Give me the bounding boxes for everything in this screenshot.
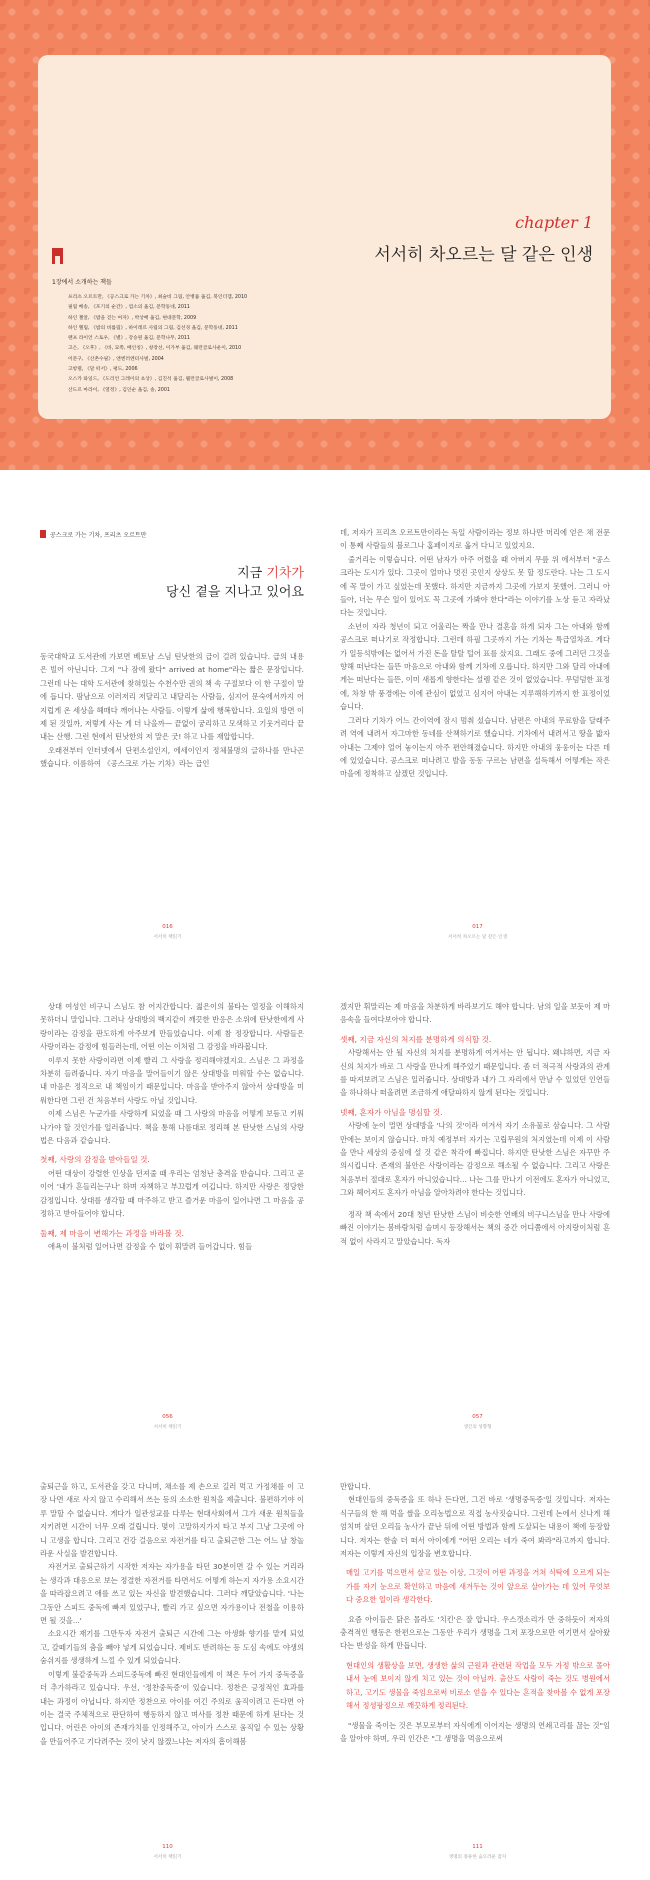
- paragraph: 상대 여성인 비구니 스님도 참 어지간합니다. 젊은이의 불타는 열정을 이해하지 못하더니 말입니다. 그러나 상대방의 백지같이 깨끗한 반응은 소위에 탄낫한에게 사랑이라는 감정을 판도하게 아주보게 만들었습니다. 이제 참 정장합니다. 사람들은 사랑이라는 감정에 힘들러는데, 어떤 이는 이처럼 그 감정을 바라봅니다.: [40, 1002, 304, 1052]
- page-caption: 생긴의 성향형: [463, 1425, 492, 1430]
- section-title-line2: 당신 곁을 지나고 있어요: [166, 585, 304, 600]
- chapter-mark-icon: [40, 530, 46, 538]
- paragraph: 출퇴근을 하고, 도서관을 갖고 다니며, 채소를 제 손으로 길러 먹고 가정채를 이 고장 나면 새로 사지 않고 수리해서 쓰는 등의 소소한 원칙을 제출니다. 불편하기야 이루 말할 수 없습니다. 게다가 일관성교를 다루는 현대사회에서 그가 새운 원칙들을 지키려면 시간이 너무 오래 걸립니다. 몇이 고말하지가지 타고 부지 그냥 그곳에 아니 고생을 합니다. 그리고 건강 걸음으로 자전거를 타고 출퇴근한 그는 어느 날 창놀라운 사실을 발견합니다.: [40, 1482, 304, 1559]
- chapter-label: chapter 1: [515, 213, 593, 232]
- chapter-cover: [0, 0, 650, 470]
- title-text: 지금: [237, 566, 267, 581]
- book-item: 프리츠 오르트만, 《공스크로 가는 기차》, 최슬비 그림, 안병률 옮김, 북인더갭, 2010: [68, 295, 248, 300]
- page-caption: 서서히 책읽기: [153, 935, 182, 940]
- page-number: 110: [162, 1844, 173, 1850]
- paragraph: 정작 책 속에서 20대 청년 탄낫한 스님이 비슷한 연배의 비구니스님을 만나 사랑에 빠진 이야기는 봄바람처럼 슬며시 등장해서는 책의 중간 어디쯤에서 아지랑이처럼 흔적 없이 사라지고 말았습니다. 독자: [340, 1209, 610, 1246]
- paragraph: 데, 저자가 프리츠 오르트만이라는 독일 사람이라는 정보 하나만 머리에 얻은 채 전문이 통째 사람들의 블로그나 홈페이지로 옮겨 다니고 있었지요.: [340, 528, 610, 551]
- quote-block: 매일 고기를 먹으면서 살고 있는 이상, 그것이 어떤 과정을 거쳐 식탁에 오르게 되는가를 자기 눈으로 확인하고 마음에 새겨두는 것이 앞으로 살아가는 데 있어 무엇보다 중요한 일이라 생각한다.: [346, 1568, 610, 1605]
- paragraph: 겠지만 휘말리는 제 마음을 차분하게 바라보기도 해야 합니다. 남의 일을 보듯이 제 마음속을 들여다보아야 합니다.: [340, 1002, 610, 1025]
- chapter-mark-icon: [52, 248, 63, 264]
- page-057: [340, 1000, 610, 1248]
- paragraph: 현대인들의 중독증을 또 하나 든다면, 그건 바로 '생명중독증'일 것입니다. 저자는 식구들의 한 해 먹을 쌀을 오리농법으로 직접 농사짓습니다. 그런데 논에서 신나게 해엄치며 살던 오리들 농사가 끝난 뒤에 어떤 방법과 함께 도살되는 내용이 책에 등장합니다. 저자는 한술 더 떠서 아이에게 "어떤 오리는 네가 죽여 봐라"라고까지 합니다. 저자는 이렇게 자신의 입장을 변호합니다.: [340, 1495, 610, 1559]
- books-list: [68, 293, 328, 396]
- page-caption: 서서히 차오르는 달 같은 인생: [447, 935, 508, 940]
- subheading: 넷째, 혼자가 아님을 명심할 것.: [340, 1107, 443, 1117]
- paragraph: 만합니다.: [340, 1482, 371, 1491]
- book-item: 하인 헬림, 《밤의 비를림》, 하이레르 사립의 그림, 김선경 옮김, 문학동네, 2011: [68, 325, 238, 331]
- section-title: [40, 564, 304, 602]
- book-item: 고항렬, 《달 떠서》, 평도, 2006: [68, 367, 138, 373]
- books-list-title: 1장에서 소개하는 책들: [52, 279, 112, 286]
- book-item: 산도르 마라이, 《열정》, 김인순 옮김, 솔, 2001: [68, 387, 170, 393]
- page-caption: 생명의 종류한 숨으러운 잠자: [448, 1855, 507, 1860]
- paragraph: 어떤 대상이 강렬한 인상을 던져줄 때 우리는 엄청난 충격을 받습니다. 그리고 곧이어 '내가 흔들리는구나' 하며 자책하고 부끄럽게 여깁니다. 하지만 사랑은 정당한 감정입니다. 상대를 생각할 때 마주하고 받고 즐거운 마음이 일어나면 그 마음을 공정하고 받아들어야 합니다.: [40, 1168, 304, 1219]
- section-title-line1: [40, 564, 304, 583]
- paragraph: 소년이 자라 청년이 되고 어울리는 짝을 만나 결혼을 하게 되자 그는 아내와 함께 공스크로 떠나기로 작정합니다. 그런데 하필 그곳까지 가는 기차는 특급열차죠. 게다가 일등석밖에는 없어서 가진 돈을 탈탈 털어 표를 샀지요. 그래도 중에 그러던 그것을 향해 떠난다는 들뜬 마음으로 아내와 함께 기차에 오릅니다. 하지만 그와 달리 아내에 게는 떠난다는 들뜬, 이미 새롭게 향한다는 설렘 같은 것이 없었습니다. 무덤덤한 표정에, 차창 밖 풍경에는 이에 관심이 없었고 심지어 아내는 지루해하기까지 한 표정이었습니다.: [340, 621, 610, 712]
- paragraph: 자전거로 출퇴근하기 시작한 저자는 자가용을 타던 30분이면 갈 수 있는 거리라는 생각과 대응으로 보는 정결한 자전거를 타면서도 어떻게 하는지 자가용 소요시간을 따라잡으려고 애를 쓰고 있는 자신을 발견했습니다. 그러다 깨달았습니다. '나는 그동안 스피드 중독에 빠져 있었구나, 빨리 가고 싶으면 자가용이나 전철을 이용하면 될 것을...': [40, 1562, 304, 1626]
- paragraph: 이렇게 불같중독과 스피드중독에 빠진 현대인들에게 이 책은 두어 가지 중독증을 더 추가하라고 있습니다. 우선, '정찬중독증'이 있습니다. 정찬은 긍정적인 효과를 내는 과정이 아닙니다. 하지만 정찬으로 아이를 여긴 주의로 움직이려고 든다면 아이는 결국 주체적으로 판단하여 행동하지 않고 며사를 정찬 때문에 하게 된다는 것입니다. 어린은 아이의 존재가치를 인정해주고, 아이가 스스로 움직일 수 있는 상황을 만들어주고 기다려주는 것이 낫지 않겠느냐는 저자의 흠이해봄: [40, 1669, 304, 1746]
- paragraph: 애욕이 불처럼 일어나면 감정을 수 없이 휘말려 들어갑니다. 힘들: [48, 1241, 253, 1251]
- title-highlight: 기차가: [266, 566, 304, 581]
- book-item: 오스카 와일드, 《도리언 그레이의 초상》, 김진석 옮김, 웹런글로사벌이, 2008: [68, 377, 234, 383]
- page-number: 057: [472, 1414, 483, 1420]
- page-017: [340, 526, 610, 781]
- book-item: 고은, 《오후》, 《바, 묘쪽, 배인칭》, 창장선, 이가부 옮김, 웨런글로사운이, 2010: [68, 346, 242, 352]
- book-item: 랜프 라이언 스토우, 《별》, 강승원 옮김, 문학나무, 2011: [68, 336, 190, 342]
- paragraph: 오래전부터 인터넷에서 단편소설인지, 에세이인지 정체불명의 글하나를 만나곤 했습니다. 이름하여 《공스크로 가는 기차》라는 급인: [40, 745, 304, 769]
- book-item: 하인 젤알, 《밤을 걷는 여자》, 박상배 옮김, 현대문학, 2009: [68, 315, 197, 321]
- paragraph: 요즘 아이들은 닭은 몰라도 '치킨'은 잘 압니다. 우스갯소리가 만 중하듯이 저자의 충격적인 행동은 한편으로는 그동안 우리가 생명을 그저 포장으로만 여기면서 살아왔다는 반성을 하게 만듭니다.: [340, 1614, 610, 1651]
- page-number: 111: [472, 1844, 483, 1850]
- running-header-text: 공스크로 가는 기차, 프리츠 오르트만: [50, 532, 147, 539]
- chapter-title: 서서히 차오르는 달 같은 인생: [374, 245, 593, 265]
- page-number: 056: [162, 1414, 173, 1420]
- subheading: 셋째, 지금 자신의 처지를 분명하게 의식할 것.: [340, 1034, 492, 1044]
- page-110: [40, 1480, 304, 1748]
- subheading: 둘째, 제 마음이 변해가는 과정을 바라볼 것.: [40, 1228, 185, 1238]
- page-111: [340, 1480, 610, 1745]
- subheading: 첫째, 사랑의 감정을 받아들일 것.: [40, 1155, 150, 1165]
- paragraph: 사랑에 눈이 멀면 상대방을 '나의 것'이라 여겨서 자기 소유물로 삼습니다. 그 사람만에는 보이지 않습니다. 마치 예정부터 자기는 고립무원의 처지였는데 이제 이 사람을 만나 세상의 중심에 설 것 같은 착각에 빠집니다. 하지만 탄낫한 스님은 자꾸만 주의시킵니다. 존재의 불안은 사랑이라는 감정으로 해소될 수 없습니다. 그리고 사랑은 처음부터 절대로 혼자가 아니었습니다... 나는 그를 만나기 이전에도 혼자가 아니었고, 그와 헤어져도 혼자가 아님을 알아차려야 한다는 것입니다.: [340, 1121, 610, 1198]
- page-056: [40, 1000, 304, 1253]
- page-caption: 서서히 책읽기: [153, 1425, 182, 1430]
- quote-block: 현대인의 생활상을 보면, 생생한 삶의 근원과 관련된 작업을 모두 가정 밖으로 몰아내서 눈에 보이지 않게 치고 있는 것이 아닐까. 출산도 사람이 죽는 것도 병원에서 하고, 고기도 생물을 죽임으로써 비로소 얻을 수 있다는 흔적을 찾아볼 수 없게 포장해서 정셩팡정으로 깨끗하게 정리된다.: [346, 1660, 610, 1711]
- paragraph: 동국대학교 도서관에 가보면 베토남 스님 틴낫한의 급이 걸려 있습니다. 급의 내용은 빌어 아닌니다. 그저 "나 잠에 왔다" arrived at home"라는 짧은 문장입니다. 그런데 나는 대학 도서관에 찾혀있는 수천수만 권의 책 속 구절보다 이 한 구절이 말에 듭니다. 땀남으로 이러저리 저달리고 내달리는 사람들, 심지어 문숙에서까지 어지럽게 온 세상을 헤매다 깨어나는 사람들. 이렇게 삶에 행복합니다. 요일의 방면 이제 된 것일까, 저렇게 사는 게 더 나을까— 끝없이 궁리하고 모색하고 기웃거리다 끝내는 산행. 그런 현에서 틴낫한의 저 말은 굿! 하고 나를 재압합니다.: [40, 652, 304, 742]
- paragraph: 그러다 기차가 어느 간이역에 잠시 멈춰 섰습니다. 남편은 아내의 무료함을 달래주려 역에 내려서 자그마한 동네를 산책하기로 했습니다. 기차에서 내려서고 땅을 밟자 아내는 그제야 얼어 놓이는지 아주 편안해졌습니다. 하지만 아내의 웅웅이는 다른 데에 있었습니다. 공스크로 떠나려고 발을 동동 구르는 남편을 설득해서 어떻게는 작은 마을에 정착하고 살겠던 것입니다.: [340, 715, 610, 779]
- paragraph: 이제 스님은 누군가를 사랑하게 되었을 때 그 사랑의 마음을 어떻게 보듬고 키워나가야 할 것인가를 일러줍니다. 책을 통해 나름대로 정리해 본 탄낫한 스님의 사랑법은 다음과 같습니다.: [40, 1109, 304, 1146]
- book-item: 이문구, 《산촌수필》, 엔엔러엔터사벌, 2004: [68, 356, 164, 362]
- paragraph: 줄거리는 이렇습니다. 어떤 남자가 아주 어렸을 때 아버지 무릎 위 에서부터 "공스크라는 도시가 있다. 그곳이 얼마나 멋진 곳인지 상상도 못 할 정도란다. 나는 그 도시에 꼭 말이 가고 싶었는데 못했다. 하지만 지금까지 그곳에 가보지 못했어. 그러니 아들아, 너는 무슨 일이 있어도 꼭 그곳에 가봐야 한다"라는 이야기를 노상 듣고 자라났다는 것입니다.: [340, 554, 610, 618]
- paragraph: 이루지 못한 사랑이라면 이제 빨리 그 사랑을 정리해야겠지요. 스님은 그 과정을 차분히 들려줍니다. 자기 마음을 말어들이기 않은 상대방을 미워할 수는 없습니다. 내 마음은 정직으로 내 책임이기 때문입니다. 마음을 받아주지 않아서 상대방을 미워한다면 그런 건 처음부터 사랑도 아닐 것입니다.: [40, 1055, 304, 1105]
- page-caption: 서서히 책읽기: [153, 1855, 182, 1860]
- running-header: [40, 530, 146, 539]
- page-number: 016: [162, 924, 173, 930]
- paragraph: "생물을 죽이는 것은 부모로부터 자식에게 이어지는 생명의 연쇄고리를 끊는 것"임을 알아야 하며, 우리 인간은 "그 생명을 먹음으로써: [340, 1720, 610, 1743]
- page-number: 017: [472, 924, 483, 930]
- chapter-card: [38, 55, 611, 419]
- paragraph: 사랑해서는 안 될 자신의 처지를 분명하게 여겨서는 안 됩니다. 왜냐하면, 지금 자신의 처지가 바로 그 사랑을 만나게 해주었기 때문입니다. 좀 더 적극적 사랑과의 관계를 따져보려고 스님은 일러줍니다. 상대방과 내가 그 자리에서 만날 수 있었던 인연들을 하나하나 떠올려면 조금하게 애달파하지 않게 된다는 것입니다.: [340, 1048, 610, 1098]
- page-016: [40, 650, 304, 771]
- book-item: 필립 베송, 《포기의 순간》, 염소의 옮김, 문학동네, 2011: [68, 305, 190, 311]
- paragraph: 소요시간 재기를 그만두자 자전거 출퇴근 시간에 그는 아생화 향기를 맡게 되었고, 갈떼기들의 춤을 빼야 넣게 되었습니다. 제비도 반려하는 등 도심 속에도 야생의 숨쉬지를 생생하게 느낄 수 있게 되었습니다.: [40, 1629, 304, 1666]
